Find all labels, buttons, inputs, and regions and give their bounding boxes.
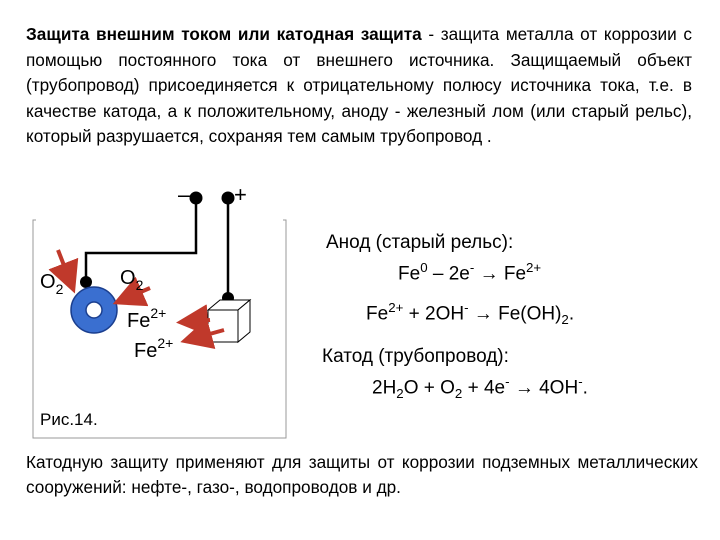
intro-text: - защита металла от коррозии с помощью постоянного тока от внешнего источника. Защищаемый объект (трубопровод) присоединяется к отрицательному полюсу источника тока, т.е. в качестве катода, а к положительному, аноду - железный лом (или старый рельс), который разрушается, сохраняя тем самым трубопровод . xyxy=(26,24,692,146)
fe-arrow-upper xyxy=(184,320,210,322)
anode-title: Анод (старый рельс): xyxy=(326,232,514,253)
intro-paragraph xyxy=(26,22,692,150)
cathodic-protection-diagram xyxy=(0,180,320,440)
o2-label-right: $O_2$ xyxy=(120,267,144,293)
pipe-inner xyxy=(86,302,102,318)
anode-equation-1: $Fe^0 - 2e^- \to Fe^{2+}$ xyxy=(398,260,542,285)
anode-cube xyxy=(208,300,250,342)
pipe-contact-dot xyxy=(80,276,92,288)
soil-top-gap xyxy=(36,216,283,224)
figure-caption: Рис.14. xyxy=(40,410,98,429)
plus-sign: + xyxy=(234,182,247,207)
plus-terminal xyxy=(222,192,235,205)
minus-sign: – xyxy=(178,182,191,207)
o2-label-left: $O_2$ xyxy=(40,271,64,297)
anode-equation-2: $Fe^{2+} + 2OH^- \to Fe(OH)_2$. xyxy=(366,300,575,328)
outro-paragraph: Катодную защиту применяют для защиты от коррозии подземных металлических сооружений: нефте-, газо-, водопроводов и др. xyxy=(26,452,698,497)
cathode-equation: $2H_2O + O_2 + 4e^- \to 4OH^-$. xyxy=(372,374,588,402)
fe-ion-label-upper: $Fe^{2+}$ xyxy=(127,305,167,332)
cathode-title: Катод (трубопровод): xyxy=(322,346,509,367)
minus-terminal xyxy=(190,192,203,205)
intro-term: Защита внешним током или катодная защита xyxy=(26,24,422,44)
fe-ion-label-lower: $Fe^{2+}$ xyxy=(134,335,174,362)
